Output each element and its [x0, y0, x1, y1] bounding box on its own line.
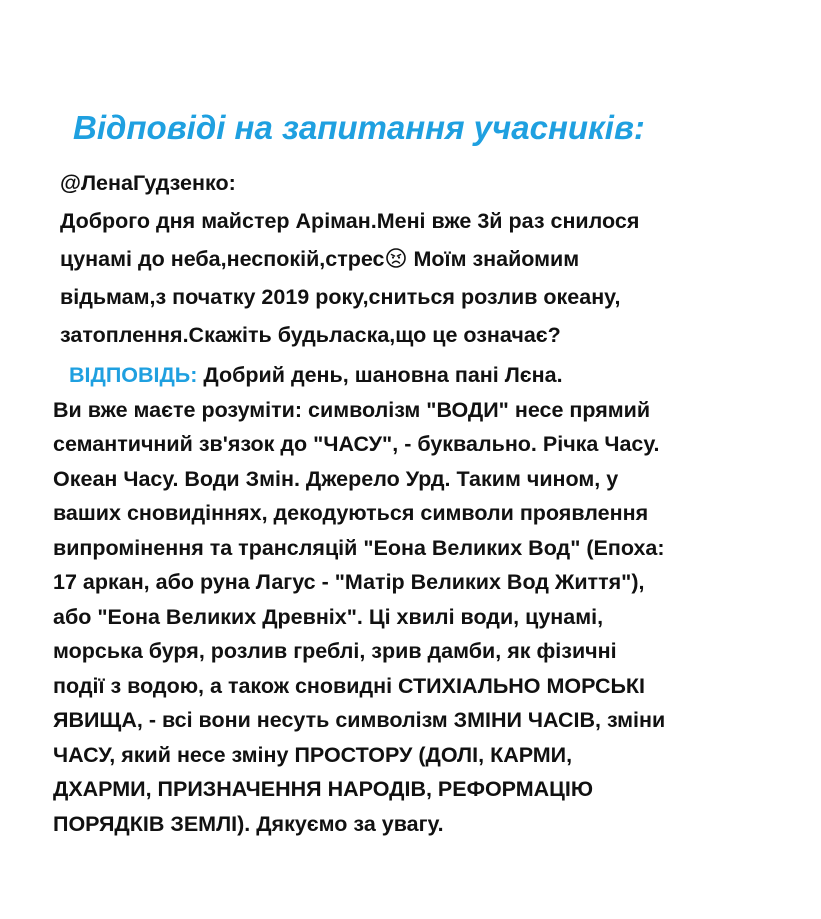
question-text: цунамі до неба,неспокій,стрес — [60, 247, 385, 271]
question-author: @ЛенаГудзенко: — [60, 171, 236, 195]
answer-line: ПОРЯДКІВ ЗЕМЛІ). Дякуємо за увагу. — [53, 811, 444, 836]
question-text: Моїм знайомим — [407, 247, 580, 271]
answer-line: події з водою, а також сновидні СТИХІАЛЬНО МОРСЬКІ — [53, 673, 646, 698]
answer-label: ВІДПОВІДЬ: — [69, 363, 198, 387]
answer-block — [53, 358, 793, 841]
worried-face-icon — [386, 248, 406, 268]
page-title: Відповіді на запитання учасників: — [73, 109, 645, 146]
answer-line: семантичний зв'язок до "ЧАСУ", - буквально. Річка Часу. — [53, 432, 660, 456]
question-line: затоплення.Скажіть будьласка,що це означає? — [60, 323, 561, 347]
answer-line: ЯВИЩА, - всі вони несуть символізм ЗМІНИ ЧАСІВ, зміни — [53, 708, 666, 732]
answer-first-line — [53, 358, 793, 393]
question-line: відьмам,з початку 2019 року,сниться розлив океану, — [60, 285, 621, 309]
question-block — [60, 164, 760, 354]
answer-line: 17 аркан, або руна Лагус - "Матір Великих Вод Життя"), — [53, 570, 645, 594]
answer-line: ваших сновидіннях, декодуються символи проявлення — [53, 501, 649, 525]
answer-greeting: Добрий день, шановна пані Лєна. — [197, 363, 563, 387]
answer-line: або "Еона Великих Древніх". Ці хвилі води, цунамі, — [53, 604, 604, 629]
answer-line: ЧАСУ, який несе зміну ПРОСТОРУ (ДОЛІ, КАРМИ, — [53, 742, 573, 767]
answer-line: випромінення та трансляцій "Еона Великих Вод" (Епоха: — [53, 535, 665, 560]
answer-line: Ви вже маєте розуміти: символізм "ВОДИ" несе прямий — [53, 397, 651, 422]
question-line — [60, 240, 760, 278]
answer-line: морська буря, розлив греблі, зрив дамби, як фізичні — [53, 639, 617, 663]
answer-line: Океан Часу. Води Змін. Джерело Урд. Таким чином, у — [53, 466, 619, 491]
answer-line: ДХАРМИ, ПРИЗНАЧЕННЯ НАРОДІВ, РЕФОРМАЦІЮ — [53, 777, 594, 801]
question-line: Доброго дня майстер Аріман.Мені вже 3й раз снилося — [60, 209, 640, 233]
